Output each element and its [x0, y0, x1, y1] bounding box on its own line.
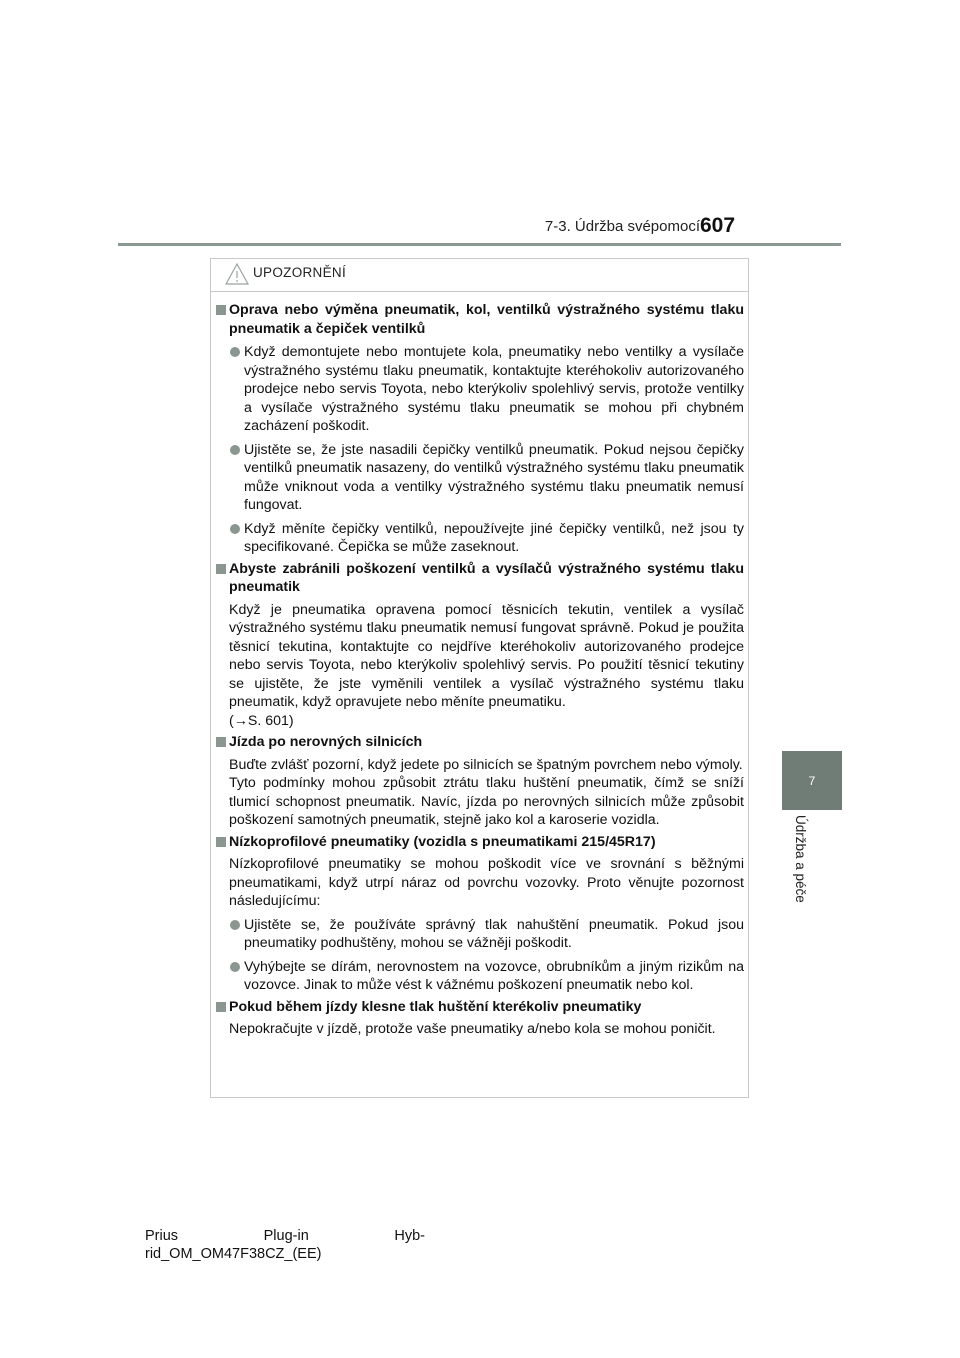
section-body: Tyto podmínky mohou způsobit ztrátu tlaku huštění pneumatik, čímž se sníží tlumicí schopnost pneumatik. Navíc, jízda po nerovných silnicích může způsobit poškození samotných pneumatik, stejně jako kol a karoserie vozidla.	[229, 775, 744, 828]
footer-suffix: Hyb-	[394, 1228, 425, 1244]
square-bullet-icon	[216, 1002, 226, 1012]
list-item	[229, 958, 744, 995]
list-item-text: Ujistěte se, že používáte správný tlak nahuštění pneumatik. Pokud jsou pneumatiky podhuštěny, mohou se vážněji poškodit.	[244, 916, 744, 951]
list-item-text: Vyhýbejte se dírám, nerovnostem na vozovce, obrubníkům a jiným rizikům na vozovce. Jinak to může vést k vážnému poškození pneumatik nebo kol.	[244, 958, 744, 993]
round-bullet-icon	[230, 524, 240, 534]
chapter-tab[interactable]	[782, 751, 842, 810]
list-item-text: Když demontujete nebo montujete kola, pneumatiky nebo ventilky a vysílače výstražného systému tlaku pneumatik, kontaktujte kteréhokoliv autorizovaného prodejce nebo servis Toyota, nebo kterýkoliv spolehlivý servis, protože ventilky a vysílače výstražného systému tlaku pneumatik se mohou při chybném zacházení poškodit.	[244, 344, 744, 434]
footer-variant: Plug-in	[263, 1228, 309, 1244]
list-item	[229, 916, 744, 953]
warning-section	[214, 560, 744, 731]
section-body: Buďte zvlášť pozorní, když jedete po silnicích se špatným povrchem nebo výmoly.	[229, 756, 743, 773]
header-divider	[118, 243, 841, 246]
section-heading: Oprava nebo výměna pneumatik, kol, ventilků výstražného systému tlaku pneumatik a čepiček ventilků	[229, 302, 744, 337]
page-reference-link[interactable]: (→S. 601)	[229, 712, 294, 729]
round-bullet-icon	[230, 920, 240, 930]
warning-header	[211, 259, 748, 292]
footer-code: rid_OM_OM47F38CZ_(EE)	[145, 1246, 322, 1262]
section-body: Když je pneumatika opravena pomocí těsnicích tekutin, ventilek a vysílač výstražného systému tlaku pneumatik nemusí fungovat správně. Pokud je použita těsnicí tekutina, kontaktujte co nejdříve kteréhokoliv autorizovaného prodejce nebo servis Toyota, nebo kterýkoliv spolehlivý servis. Po použití těsnicí tekutiny se ujistěte, že jste vyměnili ventilek a vysílač výstražného systému tlaku pneumatik, když opravujete nebo měníte pneumatiku.	[229, 601, 744, 710]
square-bullet-icon	[216, 564, 226, 574]
list-item	[229, 441, 744, 515]
list-item	[229, 343, 744, 436]
list-item-text: Ujistěte se, že jste nasadili čepičky ventilků pneumatik. Pokud nejsou čepičky ventilků pneumatik nasazeny, do ventilků výstražného systému tlaku pneumatik může vniknout voda a ventilky výstražného systému tlaku pneumatik nemusí fungovat.	[244, 441, 744, 513]
warning-section	[214, 833, 744, 995]
round-bullet-icon	[230, 962, 240, 972]
warning-triangle-icon	[225, 262, 249, 286]
section-heading: Abyste zabránili poškození ventilků a vysílačů výstražného systému tlaku pneumatik	[229, 560, 744, 595]
section-body: Nepokračujte v jízdě, protože vaše pneumatiky a/nebo kola se mohou poničit.	[229, 1021, 716, 1037]
warning-section	[214, 998, 744, 1039]
footer-model: Prius	[145, 1228, 179, 1244]
warning-box	[210, 258, 749, 1098]
warning-title: UPOZORNĚNÍ	[253, 265, 347, 280]
square-bullet-icon	[216, 837, 226, 847]
section-body: Nízkoprofilové pneumatiky se mohou poškodit více ve srovnání s běžnými pneumatikami, když utrpí náraz od povrchu vozovky. Proto věnujte pozornost následujícímu:	[229, 856, 744, 909]
warning-section	[214, 301, 744, 557]
page-number: 607	[700, 214, 736, 237]
square-bullet-icon	[216, 737, 226, 747]
section-heading: Pokud během jízdy klesne tlak huštění kterékoliv pneumatiky	[229, 998, 642, 1015]
list-item-text: Když měníte čepičky ventilků, nepoužívejte jiné čepičky ventilků, než jsou ty specifikované. Čepička se může zaseknout.	[244, 520, 744, 555]
section-heading: Jízda po nerovných silnicích	[229, 734, 423, 750]
document-footer	[145, 1227, 445, 1263]
chapter-number: 7	[808, 773, 816, 788]
warning-section	[214, 733, 744, 830]
round-bullet-icon	[230, 347, 240, 357]
list-item	[229, 520, 744, 557]
chapter-label: Údržba a péče	[793, 815, 808, 903]
section-title: 7-3. Údržba svépomocí	[544, 218, 700, 235]
warning-content	[214, 301, 744, 1039]
section-heading: Nízkoprofilové pneumatiky (vozidla s pneumatikami 215/45R17)	[229, 833, 656, 850]
square-bullet-icon	[216, 305, 226, 315]
round-bullet-icon	[230, 445, 240, 455]
footer-line	[145, 1227, 425, 1245]
